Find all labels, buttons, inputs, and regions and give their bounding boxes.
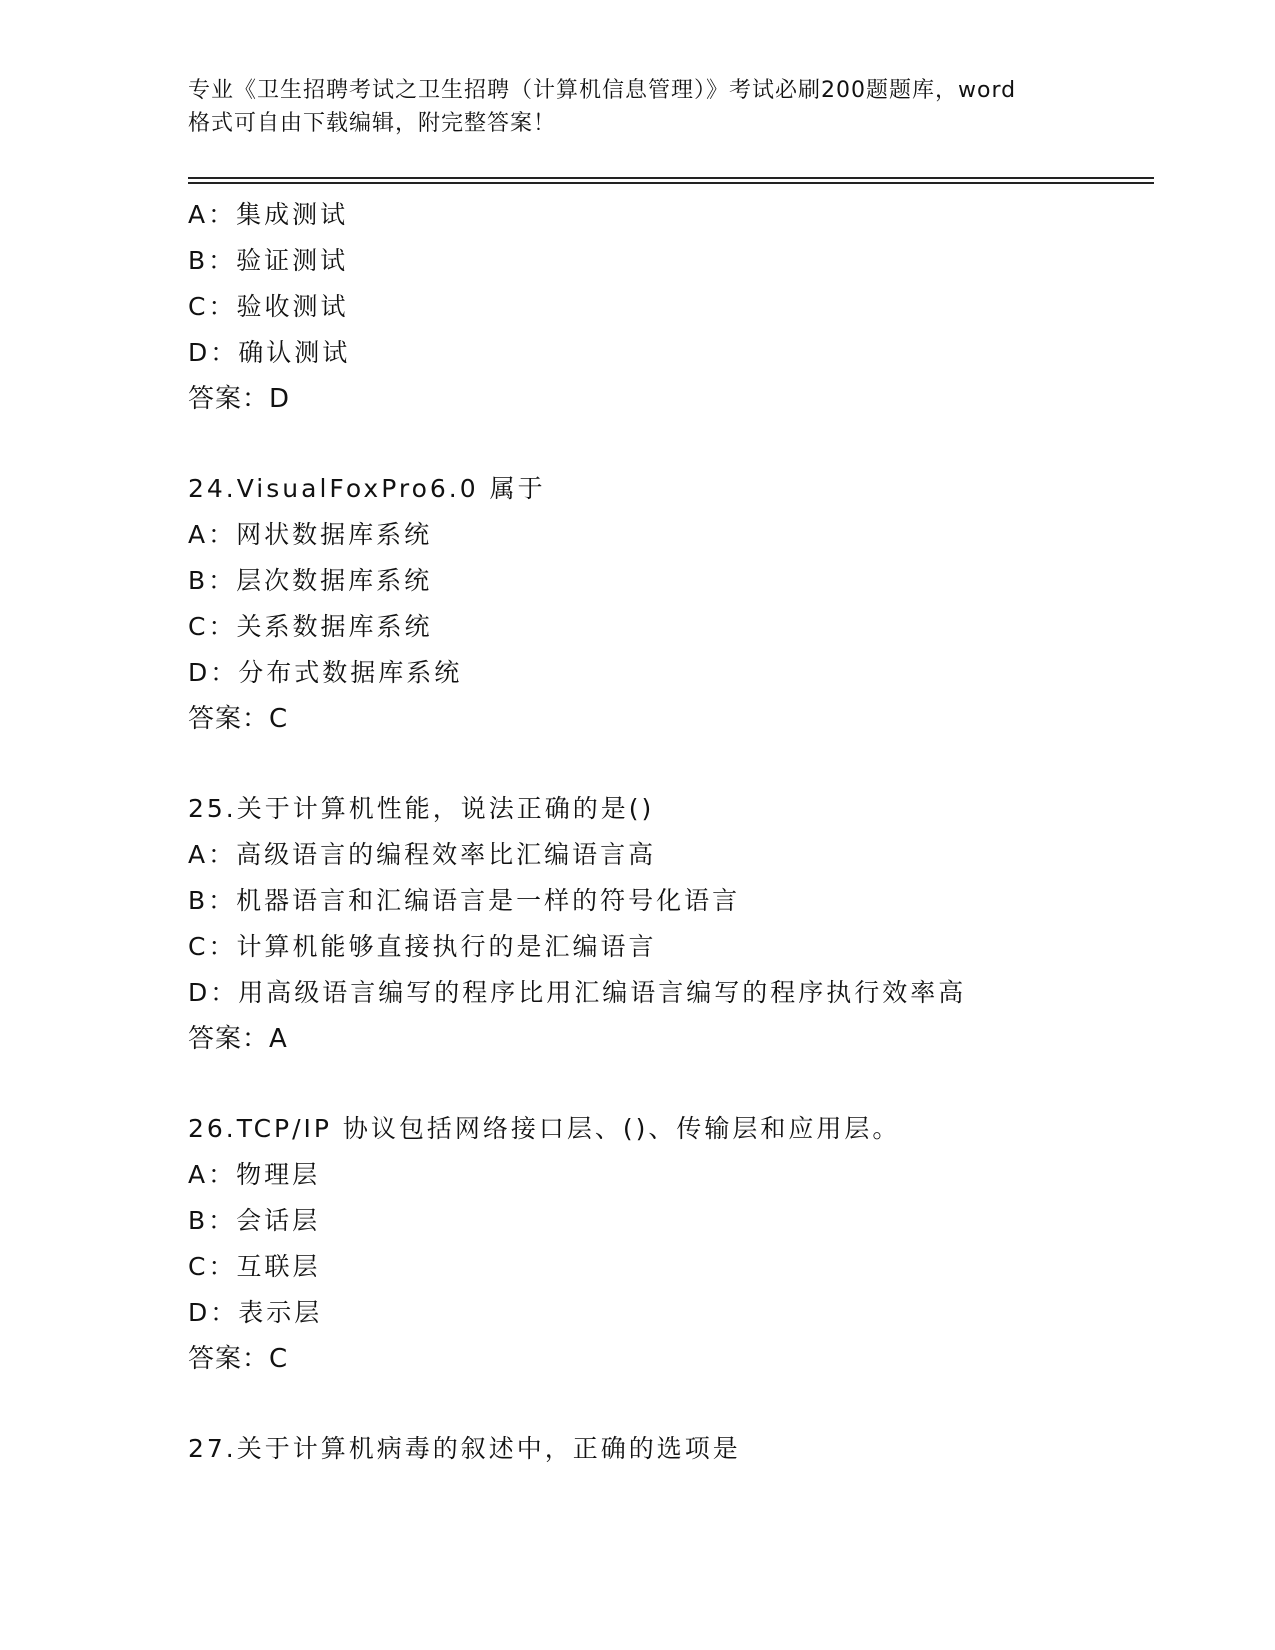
header-divider-top (188, 177, 1154, 179)
option-d: D：确认测试 (188, 338, 351, 367)
answer: 答案：A (188, 1024, 288, 1054)
option-a: A：物理层 (188, 1160, 321, 1189)
answer: 答案：C (188, 704, 289, 734)
question-stem: 27.关于计算机病毒的叙述中，正确的选项是 (188, 1434, 741, 1463)
answer: 答案：C (188, 1344, 289, 1374)
option-b: B：机器语言和汇编语言是一样的符号化语言 (188, 886, 741, 915)
document-header (188, 74, 1118, 140)
question-stem: 26.TCP/IP 协议包括网络接口层、()、传输层和应用层。 (188, 1114, 901, 1143)
spacer (188, 742, 1148, 786)
header-line-1: 专业《卫生招聘考试之卫生招聘（计算机信息管理）》考试必刷200题题库，word (188, 78, 1017, 103)
option-d: D：表示层 (188, 1298, 323, 1327)
question-24 (188, 466, 1148, 742)
question-25 (188, 786, 1148, 1062)
header-divider-bottom (188, 182, 1154, 184)
spacer (188, 1382, 1148, 1426)
option-b: B：会话层 (188, 1206, 321, 1235)
question-27 (188, 1426, 1148, 1472)
option-c: C：互联层 (188, 1252, 321, 1281)
option-b: B：层次数据库系统 (188, 566, 433, 595)
option-c: C：验收测试 (188, 292, 349, 321)
question-23 (188, 192, 1148, 422)
question-26 (188, 1106, 1148, 1382)
question-list (188, 192, 1148, 1472)
spacer (188, 422, 1148, 466)
option-c: C：关系数据库系统 (188, 612, 433, 641)
spacer (188, 1062, 1148, 1106)
option-d: D：用高级语言编写的程序比用汇编语言编写的程序执行效率高 (188, 978, 967, 1007)
question-stem: 25.关于计算机性能，说法正确的是() (188, 794, 655, 823)
option-a: A：集成测试 (188, 200, 349, 229)
option-b: B：验证测试 (188, 246, 349, 275)
option-c: C：计算机能够直接执行的是汇编语言 (188, 932, 657, 961)
header-line-2: 格式可自由下载编辑，附完整答案！ (188, 111, 557, 136)
option-a: A：高级语言的编程效率比汇编语言高 (188, 840, 657, 869)
option-d: D：分布式数据库系统 (188, 658, 463, 687)
question-stem: 24.VisualFoxPro6.0 属于 (188, 474, 546, 503)
option-a: A：网状数据库系统 (188, 520, 433, 549)
answer: 答案：D (188, 384, 291, 414)
